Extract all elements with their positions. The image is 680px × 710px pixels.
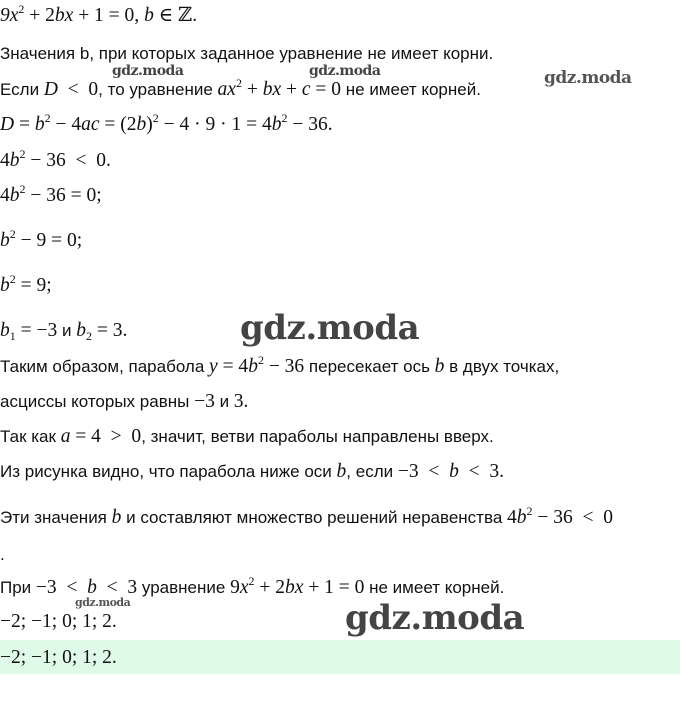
equation-step-2: $b^2 - 9 = 0$; — [0, 227, 83, 251]
graph-line — [0, 461, 504, 483]
original-equation: $9x^2 + 2bx + 1 = 0$ — [230, 574, 365, 598]
task-statement — [0, 43, 493, 65]
then-text: , то уравнение — [98, 80, 213, 99]
watermark: gdz.moda — [309, 63, 381, 79]
answer-values: −2; −1; 0; 1; 2. — [0, 647, 117, 668]
watermark: gdz.moda — [544, 68, 632, 88]
equation-step-3: $b^2 = 9$; — [0, 272, 52, 296]
coefficient-condition: a = 4 > 0 — [60, 426, 142, 447]
equation-step-1: $4b^2 - 36 = 0$; — [0, 182, 102, 206]
integer-values: −2; −1; 0; 1; 2. — [0, 611, 117, 632]
if-text: Если — [0, 80, 40, 99]
interval-condition: −3 < b < 3 — [35, 577, 138, 598]
roots-line — [0, 320, 127, 343]
root-2: $b_2 = 3$. — [76, 320, 128, 343]
when-text: При — [0, 578, 32, 597]
branches-text: , значит, ветви параболы направлены вверх. — [141, 427, 494, 446]
root-1: $b_1 = -3$ — [0, 320, 58, 343]
and-text: и — [219, 392, 230, 411]
abscissas-line — [0, 391, 248, 413]
watermark: gdz.moda — [240, 308, 420, 348]
watermark: gdz.moda — [345, 598, 525, 638]
axis-variable: b — [336, 461, 347, 482]
task-statement-text: Значения b, при которых заданное уравнение не имеет корни. — [0, 44, 494, 63]
watermark: gdz.moda — [112, 63, 184, 79]
general-equation: $ax^2$ + bx + c = 0 — [217, 76, 342, 100]
period-line — [0, 544, 5, 566]
graph-text: Из рисунка видно, что парабола ниже оси — [0, 462, 332, 481]
discriminant-formula: $D = b^2 - 4ac = (2b)^2 - 4 \cdot 9 \cdot 1 = 4b^2 - 36$. — [0, 111, 333, 135]
period: . — [0, 545, 5, 564]
intersects-text: пересекает ось — [308, 357, 430, 376]
abscissa-1: −3 — [194, 391, 215, 412]
parabola-line — [0, 353, 560, 379]
inequality-line: $4b^2 - 36 < 0$. — [0, 147, 111, 171]
equation-text: уравнение — [141, 578, 226, 597]
discriminant-condition: D < 0 — [43, 79, 99, 100]
condition-line — [0, 76, 481, 102]
and-text: и — [61, 321, 72, 340]
parabola-text: Таким образом, парабола — [0, 357, 205, 376]
two-points-text: в двух точках, — [449, 357, 560, 376]
inequality: $4b^2 - 36 < 0$ — [507, 504, 614, 528]
interval-condition: −3 < b < 3. — [397, 461, 504, 482]
equation-line: $9x^2 + 2bx + 1 = 0$, b ∈ ℤ. — [0, 2, 198, 26]
these-values-text: Эти значения — [0, 508, 107, 527]
parabola-equation: $y = 4b^2 - 36$ — [209, 353, 305, 377]
branches-line — [0, 426, 494, 448]
axis-variable: b — [434, 356, 445, 377]
no-roots-text: не имеет корней. — [369, 578, 505, 597]
variable-b: b — [111, 507, 122, 528]
no-roots-text: не имеет корней. — [345, 80, 481, 99]
abscissas-text: асциссы которых равны — [0, 392, 190, 411]
solution-set-text: и составляют множество решений неравенства — [126, 508, 503, 527]
if-text: , если — [346, 462, 394, 481]
solution-set-line — [0, 504, 614, 530]
watermark: gdz.moda — [75, 596, 131, 609]
abscissa-2: 3. — [233, 391, 249, 412]
since-text: Так как — [0, 427, 56, 446]
